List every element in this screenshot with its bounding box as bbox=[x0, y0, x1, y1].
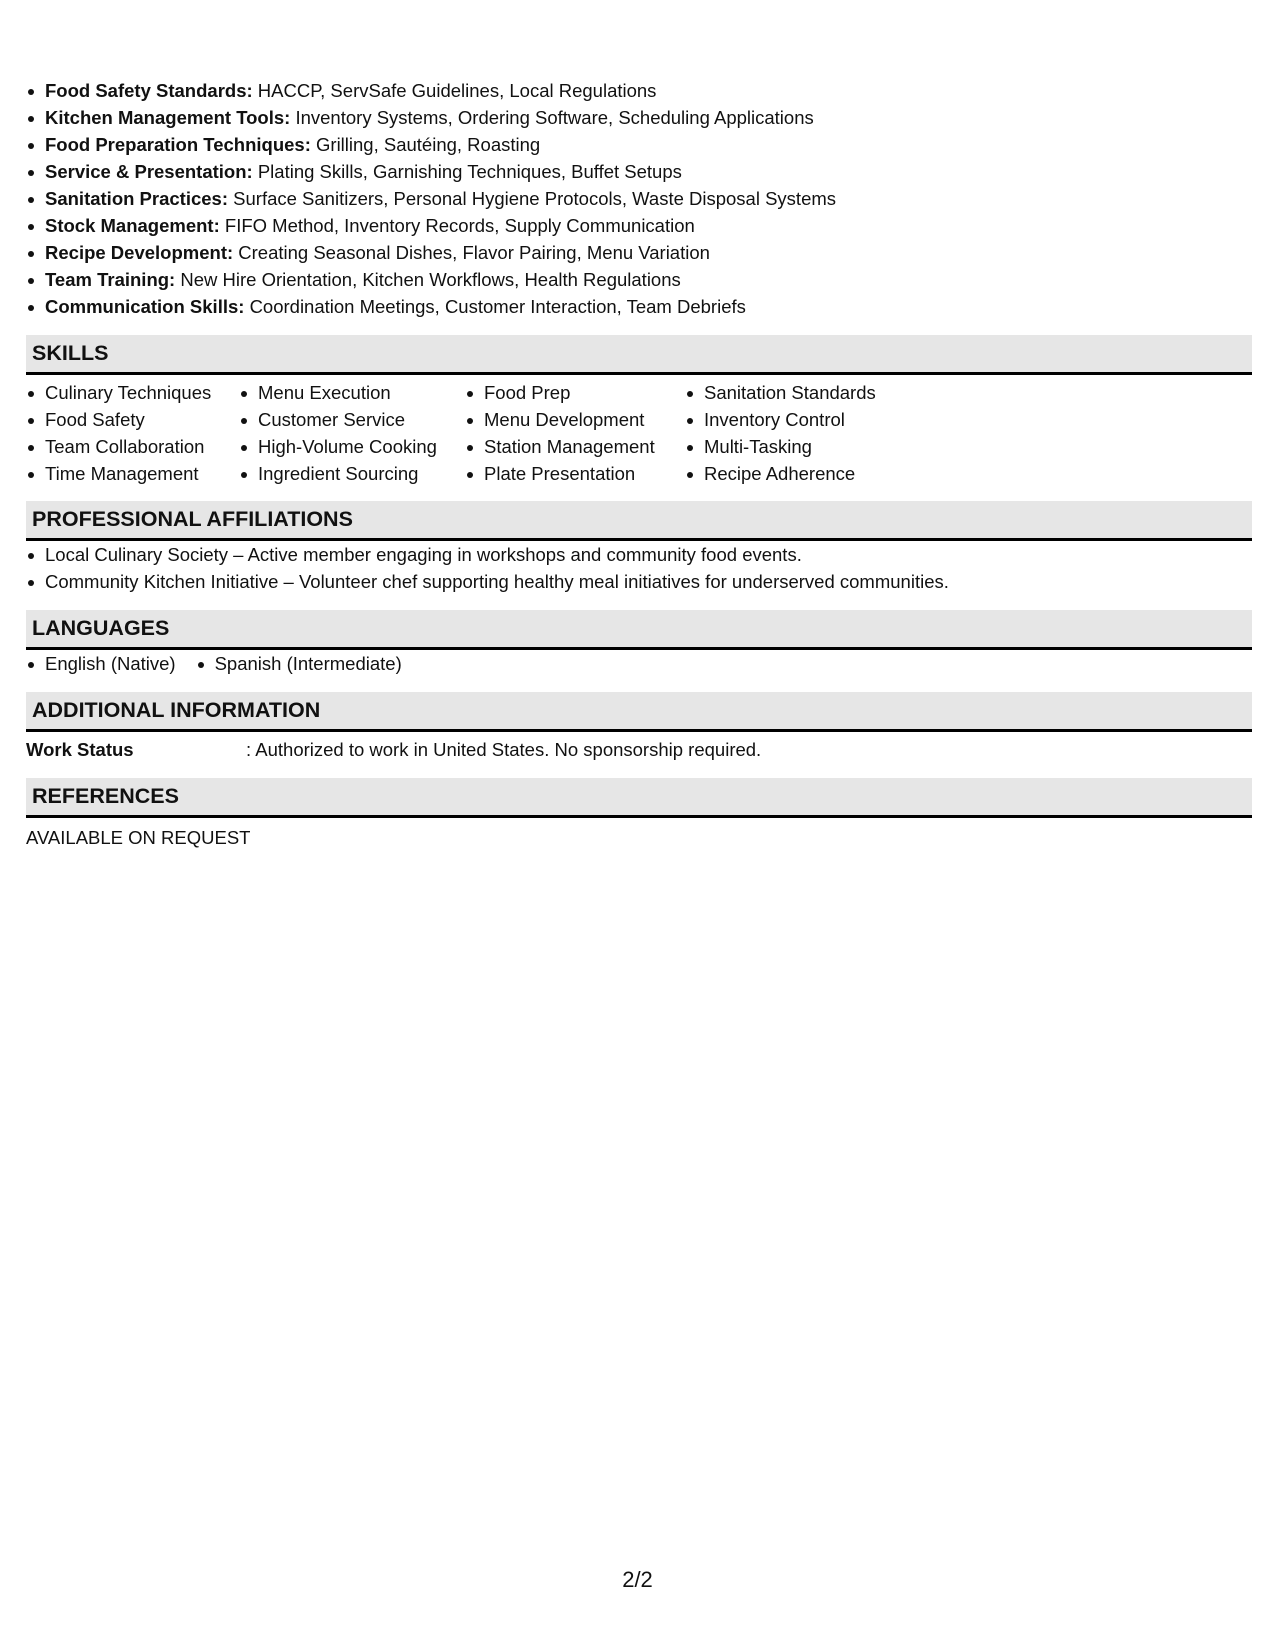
skill-item: Plate Presentation bbox=[465, 460, 685, 487]
competency-label: Recipe Development: bbox=[45, 242, 234, 263]
competency-item bbox=[26, 293, 1252, 320]
affiliation-item: Local Culinary Society – Active member engaging in workshops and community food events. bbox=[26, 541, 1252, 568]
skills-column bbox=[239, 379, 465, 487]
languages-list bbox=[26, 650, 1252, 677]
skill-item: Food Safety bbox=[26, 406, 239, 433]
skill-item: Culinary Techniques bbox=[26, 379, 239, 406]
resume-page bbox=[26, 77, 1252, 852]
skill-item: High-Volume Cooking bbox=[239, 433, 465, 460]
competency-label: Stock Management: bbox=[45, 215, 220, 236]
skill-item: Sanitation Standards bbox=[685, 379, 945, 406]
skills-column bbox=[26, 379, 239, 487]
skill-item: Food Prep bbox=[465, 379, 685, 406]
page-number: 2/2 bbox=[622, 1567, 653, 1592]
additional-info-section-header: ADDITIONAL INFORMATION bbox=[26, 692, 1252, 732]
competency-text: New Hire Orientation, Kitchen Workflows, Health Regulations bbox=[180, 269, 681, 290]
competency-item bbox=[26, 212, 1252, 239]
skill-item: Menu Execution bbox=[239, 379, 465, 406]
languages-section-header: LANGUAGES bbox=[26, 610, 1252, 650]
competencies-list bbox=[26, 77, 1252, 320]
skill-item: Ingredient Sourcing bbox=[239, 460, 465, 487]
skill-item: Customer Service bbox=[239, 406, 465, 433]
affiliation-item: Community Kitchen Initiative – Volunteer chef supporting healthy meal initiatives for underserved communities. bbox=[26, 568, 1252, 595]
competency-label: Kitchen Management Tools: bbox=[45, 107, 291, 128]
competency-label: Team Training: bbox=[45, 269, 176, 290]
competency-text: Creating Seasonal Dishes, Flavor Pairing, Menu Variation bbox=[238, 242, 710, 263]
competency-label: Sanitation Practices: bbox=[45, 188, 229, 209]
affiliations-section-header: PROFESSIONAL AFFILIATIONS bbox=[26, 501, 1252, 541]
competency-item bbox=[26, 239, 1252, 266]
language-item: English (Native) bbox=[26, 650, 176, 677]
references-section-header: REFERENCES bbox=[26, 778, 1252, 818]
competency-item bbox=[26, 158, 1252, 185]
competency-text: Grilling, Sautéing, Roasting bbox=[316, 134, 541, 155]
skills-column bbox=[465, 379, 685, 487]
skill-item: Time Management bbox=[26, 460, 239, 487]
competency-text: HACCP, ServSafe Guidelines, Local Regulations bbox=[257, 80, 657, 101]
skill-item: Recipe Adherence bbox=[685, 460, 945, 487]
work-status-value: : Authorized to work in United States. No sponsorship required. bbox=[246, 739, 762, 760]
competency-item bbox=[26, 77, 1252, 104]
competency-text: Coordination Meetings, Customer Interaction, Team Debriefs bbox=[249, 296, 746, 317]
skill-item: Team Collaboration bbox=[26, 433, 239, 460]
competency-item bbox=[26, 131, 1252, 158]
work-status-label: Work Status bbox=[26, 739, 134, 760]
skill-item: Inventory Control bbox=[685, 406, 945, 433]
skill-item: Multi-Tasking bbox=[685, 433, 945, 460]
skills-section-header: SKILLS bbox=[26, 335, 1252, 375]
competency-text: FIFO Method, Inventory Records, Supply Communication bbox=[224, 215, 695, 236]
competency-label: Food Preparation Techniques: bbox=[45, 134, 311, 155]
skills-grid bbox=[26, 379, 1252, 487]
competency-label: Service & Presentation: bbox=[45, 161, 253, 182]
competency-text: Surface Sanitizers, Personal Hygiene Protocols, Waste Disposal Systems bbox=[233, 188, 837, 209]
competency-text: Inventory Systems, Ordering Software, Scheduling Applications bbox=[295, 107, 814, 128]
affiliations-list bbox=[26, 541, 1252, 595]
competency-item bbox=[26, 185, 1252, 212]
skill-item: Menu Development bbox=[465, 406, 685, 433]
work-status-row bbox=[26, 736, 1252, 764]
language-item: Spanish (Intermediate) bbox=[196, 650, 402, 677]
references-text: AVAILABLE ON REQUEST bbox=[26, 827, 251, 848]
competency-text: Plating Skills, Garnishing Techniques, Buffet Setups bbox=[257, 161, 682, 182]
skill-item: Station Management bbox=[465, 433, 685, 460]
skills-column bbox=[685, 379, 945, 487]
competency-item bbox=[26, 104, 1252, 131]
competency-label: Food Safety Standards: bbox=[45, 80, 253, 101]
competency-item bbox=[26, 266, 1252, 293]
competency-label: Communication Skills: bbox=[45, 296, 245, 317]
